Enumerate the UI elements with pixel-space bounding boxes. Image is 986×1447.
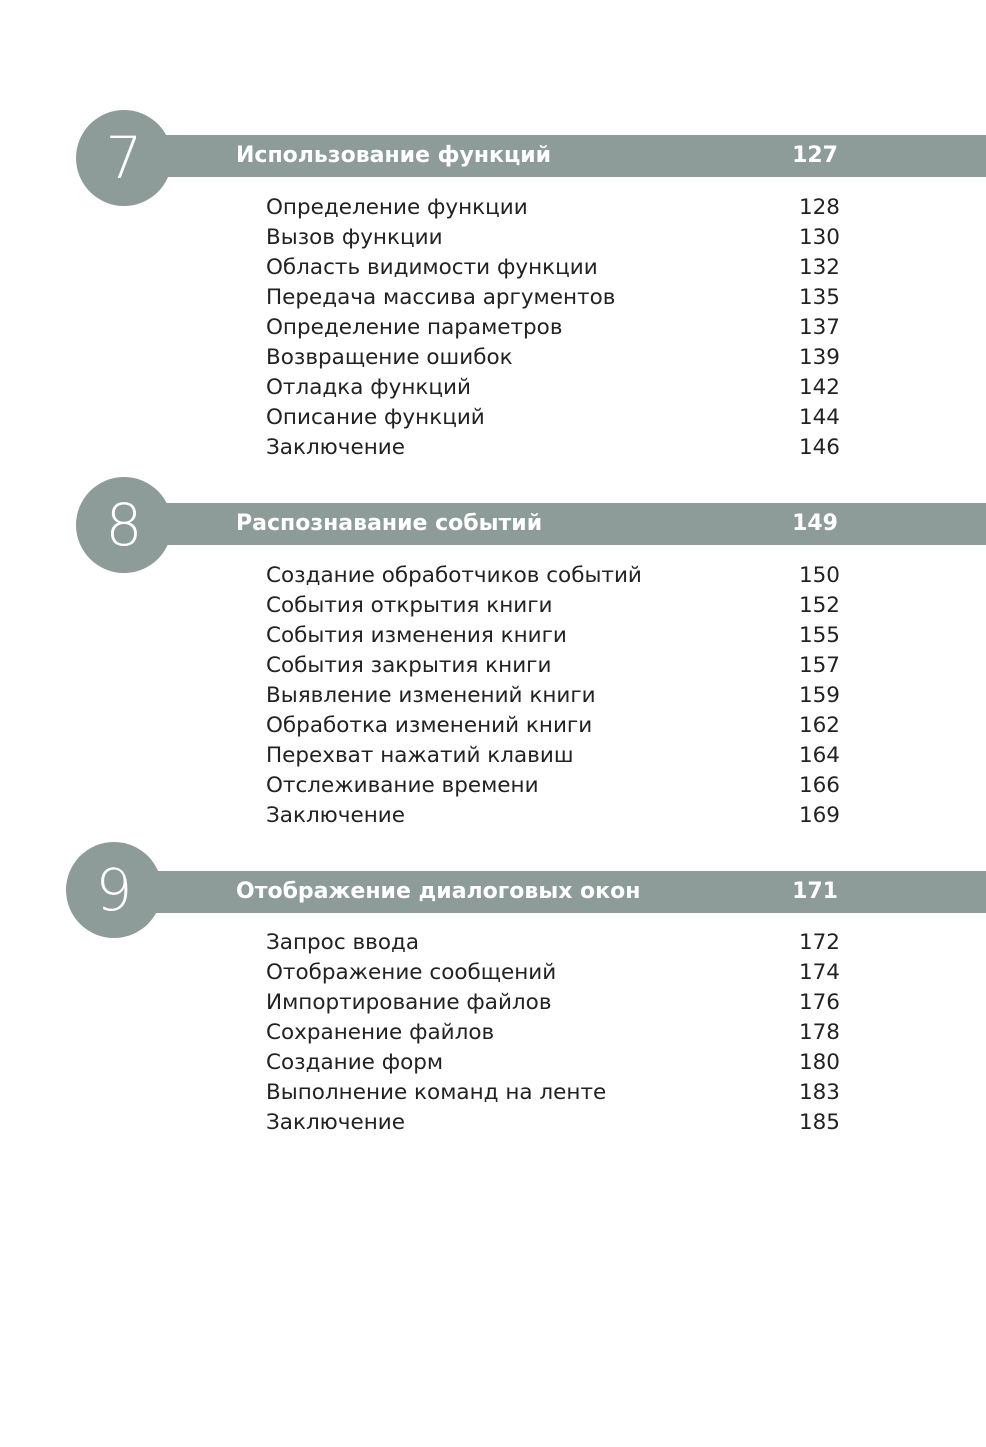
chapter-page-number: 149 xyxy=(792,511,838,536)
toc-entry-title: Выполнение команд на ленте xyxy=(266,1080,607,1105)
toc-entry-page: 137 xyxy=(798,315,840,340)
toc-entry-title: Отладка функций xyxy=(266,375,471,400)
chapter-title[interactable]: Отображение диалоговых окон xyxy=(236,879,641,904)
toc-entry-title: События закрытия книги xyxy=(266,653,552,678)
toc-entry-page: 139 xyxy=(798,345,840,370)
toc-entry[interactable] xyxy=(266,1078,840,1108)
toc-entry-title: Создание форм xyxy=(266,1050,444,1075)
toc-entry-page: 172 xyxy=(798,930,840,955)
toc-entry-page: 128 xyxy=(798,195,840,220)
section-list xyxy=(266,561,840,831)
section-list xyxy=(266,928,840,1138)
toc-entry-page: 159 xyxy=(798,683,840,708)
toc-entry-page: 146 xyxy=(798,435,840,460)
toc-entry[interactable] xyxy=(266,193,840,223)
toc-entry[interactable] xyxy=(266,958,840,988)
toc-entry-page: 178 xyxy=(798,1020,840,1045)
toc-entry[interactable] xyxy=(266,651,840,681)
toc-entry-title: Отображение сообщений xyxy=(266,960,557,985)
toc-entry-page: 183 xyxy=(798,1080,840,1105)
toc-entry-title: Сохранение файлов xyxy=(266,1020,495,1045)
toc-entry-title: События открытия книги xyxy=(266,593,553,618)
toc-entry-title: Выявление изменений книги xyxy=(266,683,596,708)
toc-entry[interactable] xyxy=(266,433,840,463)
toc-entry[interactable] xyxy=(266,343,840,373)
toc-entry-page: 174 xyxy=(798,960,840,985)
toc-entry-page: 169 xyxy=(798,803,840,828)
toc-entry[interactable] xyxy=(266,1018,840,1048)
toc-entry[interactable] xyxy=(266,771,840,801)
toc-entry-title: Передача массива аргументов xyxy=(266,285,616,310)
chapter-number-badge: 7 xyxy=(76,110,172,206)
toc-entry-title: Вызов функции xyxy=(266,225,443,250)
toc-entry-page: 135 xyxy=(798,285,840,310)
chapter-page-number: 127 xyxy=(792,143,838,168)
toc-entry[interactable] xyxy=(266,988,840,1018)
toc-entry[interactable] xyxy=(266,253,840,283)
toc-entry-page: 155 xyxy=(798,623,840,648)
toc-entry-title: Область видимости функции xyxy=(266,255,598,280)
toc-entry-title: Обработка изменений книги xyxy=(266,713,593,738)
chapter-number-badge: 9 xyxy=(66,842,162,938)
toc-entry-title: Перехват нажатий клавиш xyxy=(266,743,574,768)
toc-entry[interactable] xyxy=(266,373,840,403)
toc-entry-page: 150 xyxy=(798,563,840,588)
section-list xyxy=(266,193,840,463)
toc-entry-page: 180 xyxy=(798,1050,840,1075)
toc-entry-title: Определение функции xyxy=(266,195,528,220)
toc-entry[interactable] xyxy=(266,1048,840,1078)
toc-entry-page: 142 xyxy=(798,375,840,400)
toc-entry-page: 152 xyxy=(798,593,840,618)
chapter-title[interactable]: Распознавание событий xyxy=(236,511,543,536)
toc-entry[interactable] xyxy=(266,741,840,771)
chapter-title[interactable]: Использование функций xyxy=(236,143,552,168)
toc-entry-title: Возвращение ошибок xyxy=(266,345,513,370)
toc-entry[interactable] xyxy=(266,681,840,711)
toc-entry[interactable] xyxy=(266,1108,840,1138)
toc-entry-page: 157 xyxy=(798,653,840,678)
toc-entry[interactable] xyxy=(266,591,840,621)
toc-entry[interactable] xyxy=(266,313,840,343)
toc-entry-page: 176 xyxy=(798,990,840,1015)
toc-entry-page: 166 xyxy=(798,773,840,798)
toc-entry-page: 185 xyxy=(798,1110,840,1135)
toc-entry[interactable] xyxy=(266,928,840,958)
toc-entry-title: Заключение xyxy=(266,1110,405,1135)
toc-entry-title: Заключение xyxy=(266,435,405,460)
toc-entry-title: Описание функций xyxy=(266,405,485,430)
toc-entry-title: Отслеживание времени xyxy=(266,773,539,798)
toc-entry-page: 162 xyxy=(798,713,840,738)
toc-entry-title: Заключение xyxy=(266,803,405,828)
toc-entry-page: 144 xyxy=(798,405,840,430)
toc-entry-title: Создание обработчиков событий xyxy=(266,563,642,588)
toc-entry[interactable] xyxy=(266,561,840,591)
toc-entry[interactable] xyxy=(266,621,840,651)
toc-entry-title: Запрос ввода xyxy=(266,930,420,955)
toc-entry-title: События изменения книги xyxy=(266,623,567,648)
toc-entry-title: Импортирование файлов xyxy=(266,990,552,1015)
toc-entry-page: 130 xyxy=(798,225,840,250)
toc-entry[interactable] xyxy=(266,223,840,253)
toc-entry[interactable] xyxy=(266,711,840,741)
toc-entry-page: 132 xyxy=(798,255,840,280)
toc-entry[interactable] xyxy=(266,283,840,313)
toc-entry[interactable] xyxy=(266,403,840,433)
chapter-page-number: 171 xyxy=(792,879,838,904)
toc-entry-page: 164 xyxy=(798,743,840,768)
toc-entry[interactable] xyxy=(266,801,840,831)
chapter-number-badge: 8 xyxy=(76,477,172,573)
toc-entry-title: Определение параметров xyxy=(266,315,563,340)
